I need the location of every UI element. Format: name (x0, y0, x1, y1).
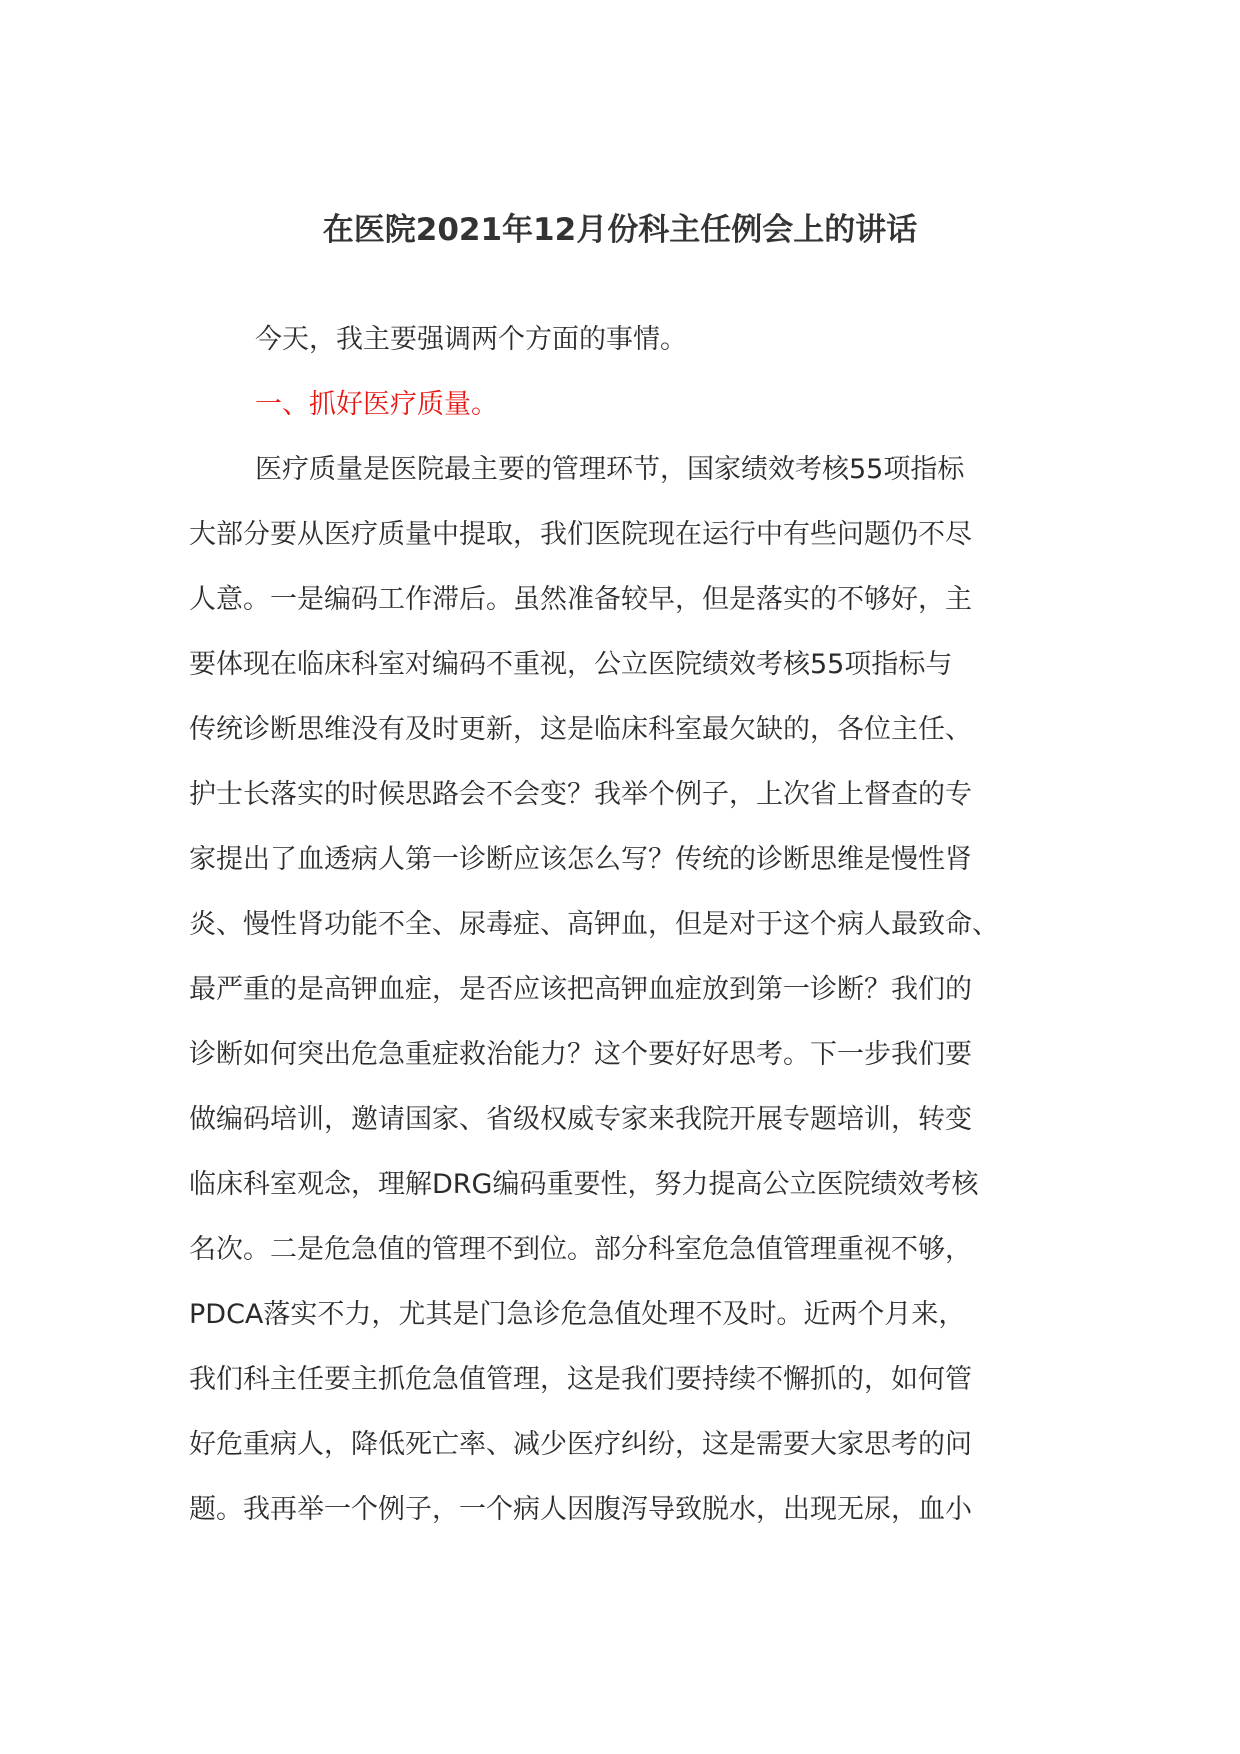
paragraph-line: 要体现在临床科室对编码不重视，公立医院绩效考核55项指标与 (189, 649, 953, 680)
main-paragraph (189, 437, 1060, 1542)
paragraph-line: 名次。二是危急值的管理不到位。部分科室危急值管理重视不够， (189, 1234, 972, 1265)
document-body (189, 307, 1060, 1542)
paragraph-line: 家提出了血透病人第一诊断应该怎么写？传统的诊断思维是慢性肾 (189, 844, 972, 875)
paragraph-line: 护士长落实的时候思路会不会变？我举个例子，上次省上督查的专 (189, 779, 972, 810)
paragraph-line: 炎、慢性肾功能不全、尿毒症、高钾血，但是对于这个病人最致命、 (189, 909, 999, 940)
intro-text: 今天，我主要强调两个方面的事情。 (255, 324, 687, 355)
paragraph-line: 题。我再举一个例子，一个病人因腹泻导致脱水，出现无尿，血小 (189, 1494, 972, 1525)
paragraph-line: 传统诊断思维没有及时更新，这是临床科室最欠缺的，各位主任、 (189, 714, 972, 745)
paragraph-line: 做编码培训，邀请国家、省级权威专家来我院开展专题培训，转变 (189, 1104, 972, 1135)
paragraph-line: 最严重的是高钾血症，是否应该把高钾血症放到第一诊断？我们的 (189, 974, 972, 1005)
paragraph-line: PDCA落实不力，尤其是门急诊危急值处理不及时。近两个月来， (189, 1299, 966, 1330)
paragraph-line: 我们科主任要主抓危急值管理，这是我们要持续不懈抓的，如何管 (189, 1364, 972, 1395)
paragraph-line: 医疗质量是医院最主要的管理环节，国家绩效考核55项指标 (255, 454, 965, 485)
paragraph-line: 诊断如何突出危急重症救治能力？这个要好好思考。下一步我们要 (189, 1039, 972, 1070)
paragraph-line: 大部分要从医疗质量中提取，我们医院现在运行中有些问题仍不尽 (189, 519, 972, 550)
document-title: 在医院2021年12月份科主任例会上的讲话 (322, 212, 918, 248)
paragraph-line: 人意。一是编码工作滞后。虽然准备较早，但是落实的不够好，主 (189, 584, 972, 615)
paragraph-line: 好危重病人，降低死亡率、减少医疗纠纷，这是需要大家思考的问 (189, 1429, 972, 1460)
section-heading-text: 一、抓好医疗质量。 (255, 389, 498, 420)
section-heading (189, 372, 1060, 437)
intro-paragraph (189, 307, 1060, 372)
paragraph-line: 临床科室观念，理解DRG编码重要性，努力提高公立医院绩效考核 (189, 1169, 979, 1200)
